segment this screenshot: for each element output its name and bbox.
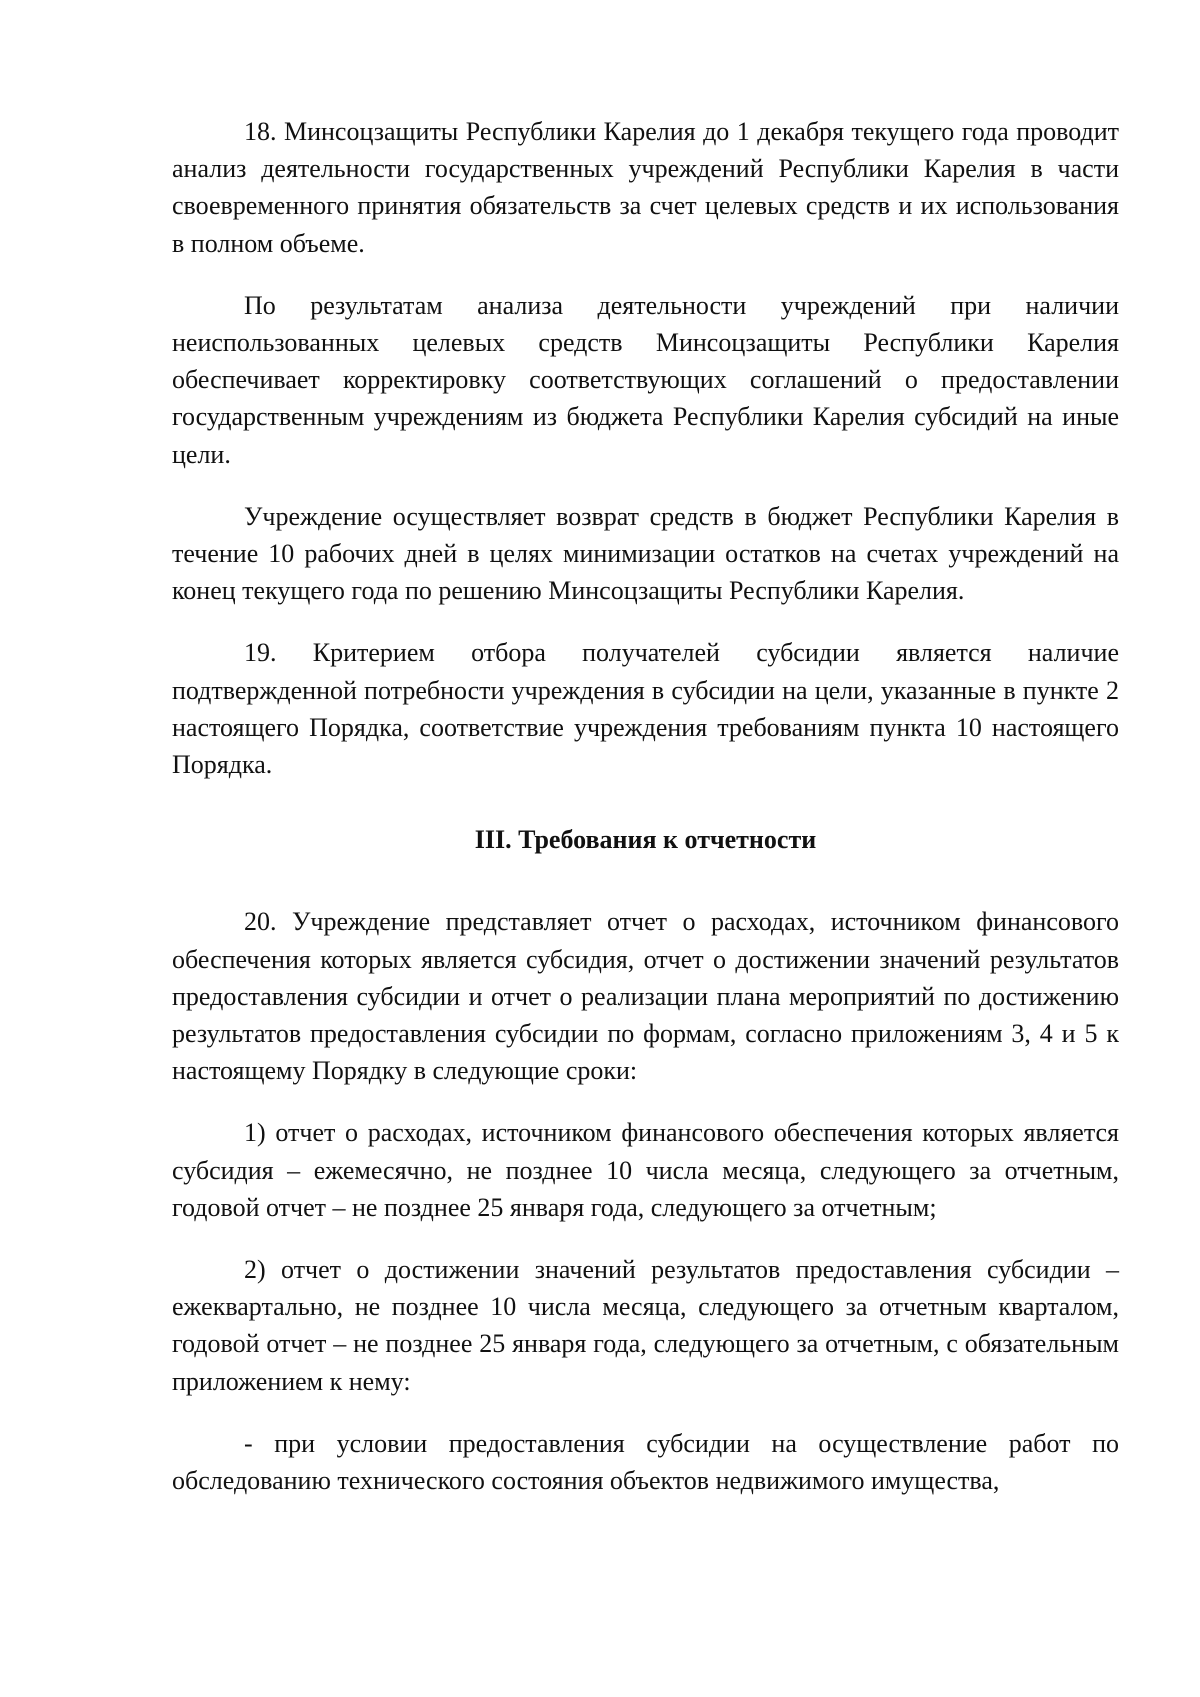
paragraph-item-2: 2) отчет о достижении значений результатов предоставления субсидии – ежеквартально, не позднее 10 числа месяца, следующего за отчетным кварталом, годовой отчет – не позднее 25 января года, следующего за отчетным, с обязательным приложением к нему: xyxy=(172,1255,1119,1396)
paragraph-bullet-inspection: - при условии предоставления субсидии на осуществление работ по обследованию технического состояния объектов недвижимого имущества, xyxy=(172,1428,1119,1496)
document-body xyxy=(172,113,1119,1524)
paragraph-19: 19. Критерием отбора получателей субсидии является наличие подтвержденной потребности учреждения в субсидии на цели, указанные в пункте 2 настоящего Порядка, соответствие учреждения требованиям пункта 10 настоящего Порядка. xyxy=(172,638,1119,780)
section-heading: III. Требования к отчетности xyxy=(474,825,817,855)
paragraph-item-1: 1) отчет о расходах, источником финансового обеспечения которых является субсидия – ежемесячно, не позднее 10 числа месяца, следующего за отчетным, годовой отчет – не позднее 25 января года, следующего за отчетным; xyxy=(172,1118,1119,1222)
paragraph-20: 20. Учреждение представляет отчет о расходах, источником финансового обеспечения которых является субсидия, отчет о достижении значений результатов предоставления субсидии и отчет о реализации плана мероприятий по достижению результатов предоставления субсидии по формам, согласно приложениям 3, 4 и 5 к настоящему Порядку в следующие сроки: xyxy=(172,907,1119,1086)
paragraph-analysis-results: По результатам анализа деятельности учреждений при наличии неиспользованных целевых средств Минсоцзащиты Республики Карелия обеспечивает корректировку соответствующих соглашений о предоставлении государственным учреждениям из бюджета Республики Карелия субсидий на иные цели. xyxy=(172,290,1119,469)
paragraph-funds-return: Учреждение осуществляет возврат средств в бюджет Республики Карелия в течение 10 рабочих дней в целях минимизации остатков на счетах учреждений на конец текущего года по решению Минсоцзащиты Республики Карелия. xyxy=(172,501,1119,606)
paragraph-18: 18. Минсоцзащиты Республики Карелия до 1 декабря текущего года проводит анализ деятельности государственных учреждений Республики Карелия в части своевременного принятия обязательств за счет целевых средств и их использования в полном объеме. xyxy=(172,117,1119,258)
